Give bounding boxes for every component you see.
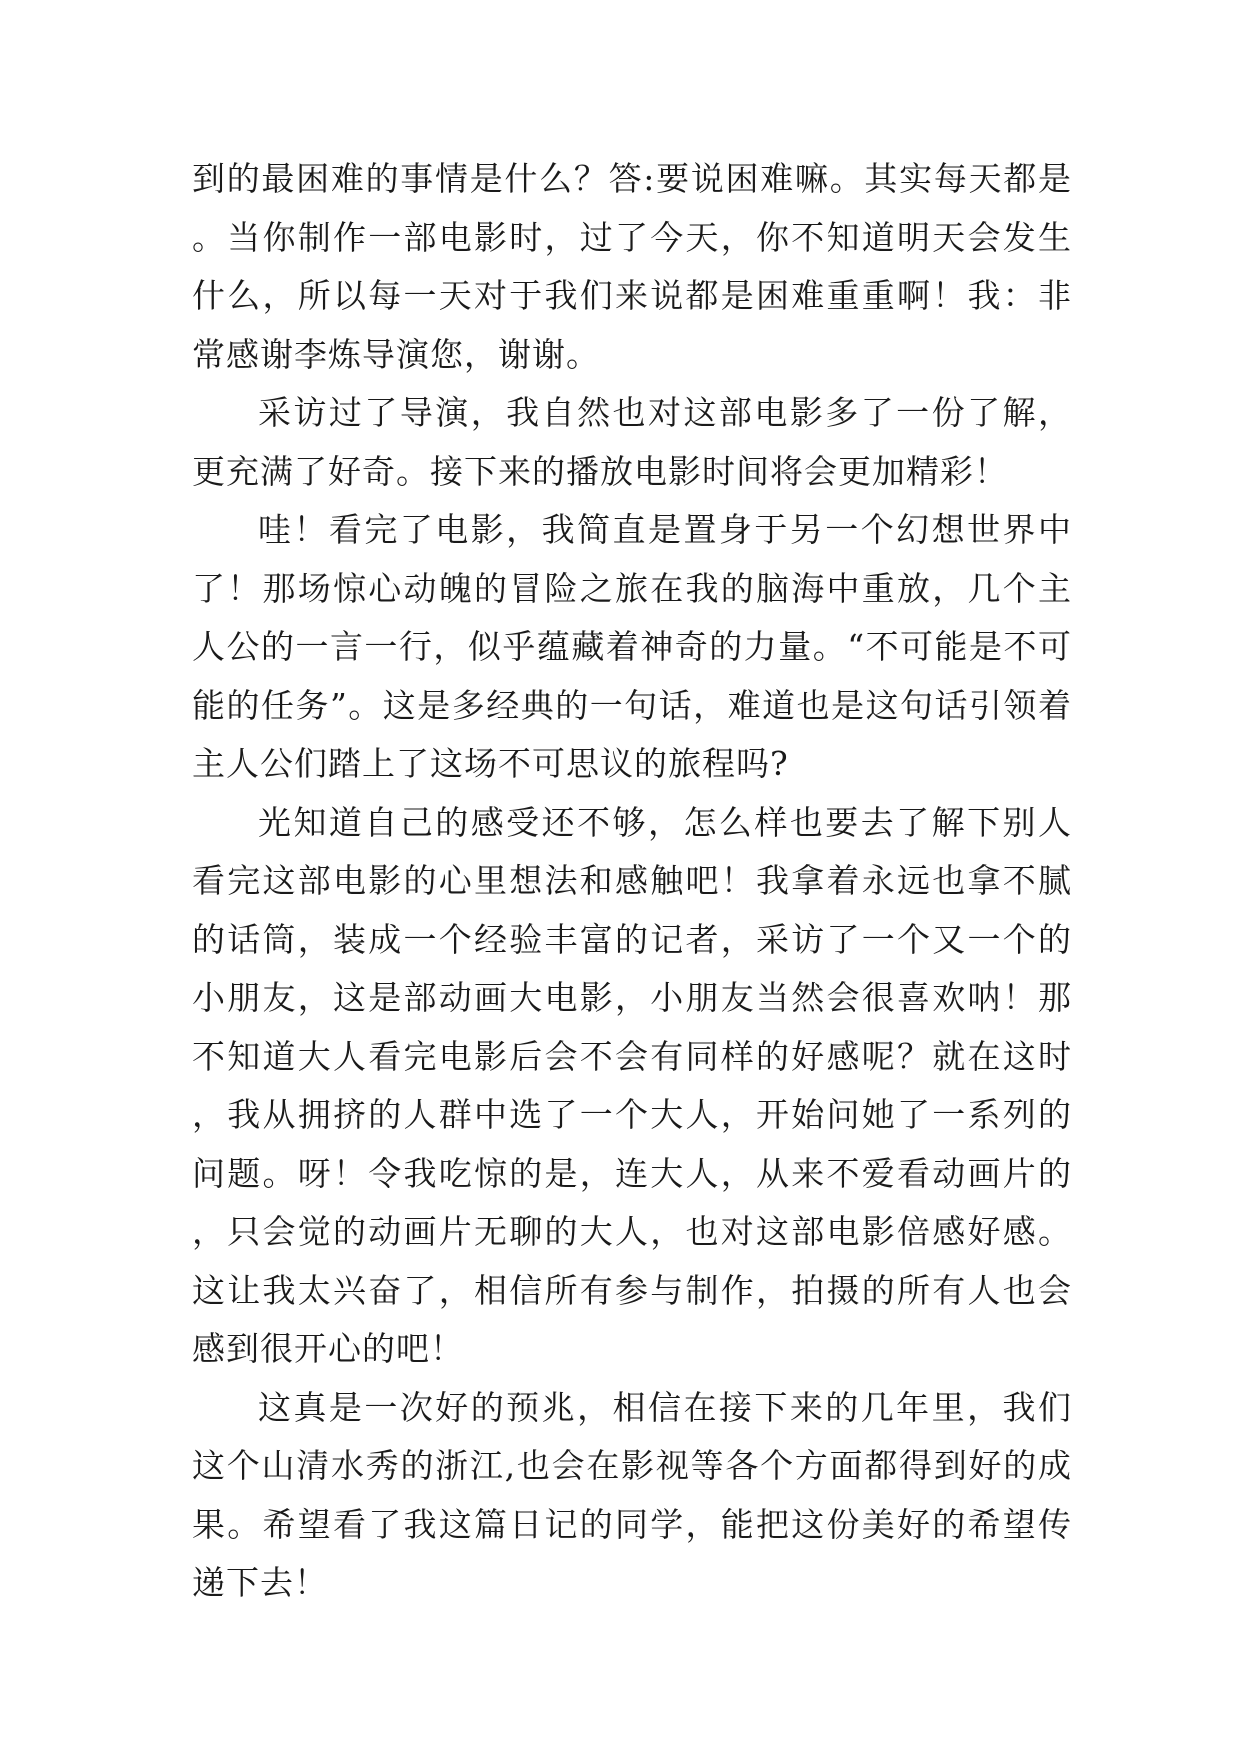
paragraph-5: 这真是一次好的预兆，相信在接下来的几年里，我们这个山清水秀的浙江,也会在影视等各个方面都得到好的成果。希望看了我这篇日记的同学，能把这份美好的希望传递下去！ — [192, 1387, 1072, 1602]
paragraph-1: 到的最困难的事情是什么？答:要说困难嘛。其实每天都是。当你制作一部电影时，过了今天，你不知道明天会发生什么，所以每一天对于我们来说都是困难重重啊！我：非常感谢李炼导演您，谢谢。 — [192, 159, 1072, 374]
document-body — [192, 150, 1072, 1613]
paragraph-2: 采访过了导演，我自然也对这部电影多了一份了解，更充满了好奇。接下来的播放电影时间将会更加精彩！ — [192, 393, 1072, 491]
paragraph-3: 哇！看完了电影，我简直是置身于另一个幻想世界中了！那场惊心动魄的冒险之旅在我的脑海中重放，几个主人公的一言一行，似乎蕴藏着神奇的力量。“不可能是不可能的任务”。这是多经典的一句话，难道也是这句话引领着主人公们踏上了这场不可思议的旅程吗? — [192, 510, 1072, 783]
paragraph-4: 光知道自己的感受还不够，怎么样也要去了解下别人看完这部电影的心里想法和感触吧！我拿着永远也拿不腻的话筒，装成一个经验丰富的记者，采访了一个又一个的小朋友，这是部动画大电影，小朋友当然会很喜欢呐！那不知道大人看完电影后会不会有同样的好感呢？就在这时，我从拥挤的人群中选了一个大人，开始问她了一系列的问题。呀！令我吃惊的是，连大人，从来不爱看动画片的，只会觉的动画片无聊的大人，也对这部电影倍感好感。这让我太兴奋了，相信所有参与制作，拍摄的所有人也会感到很开心的吧！ — [192, 802, 1072, 1368]
